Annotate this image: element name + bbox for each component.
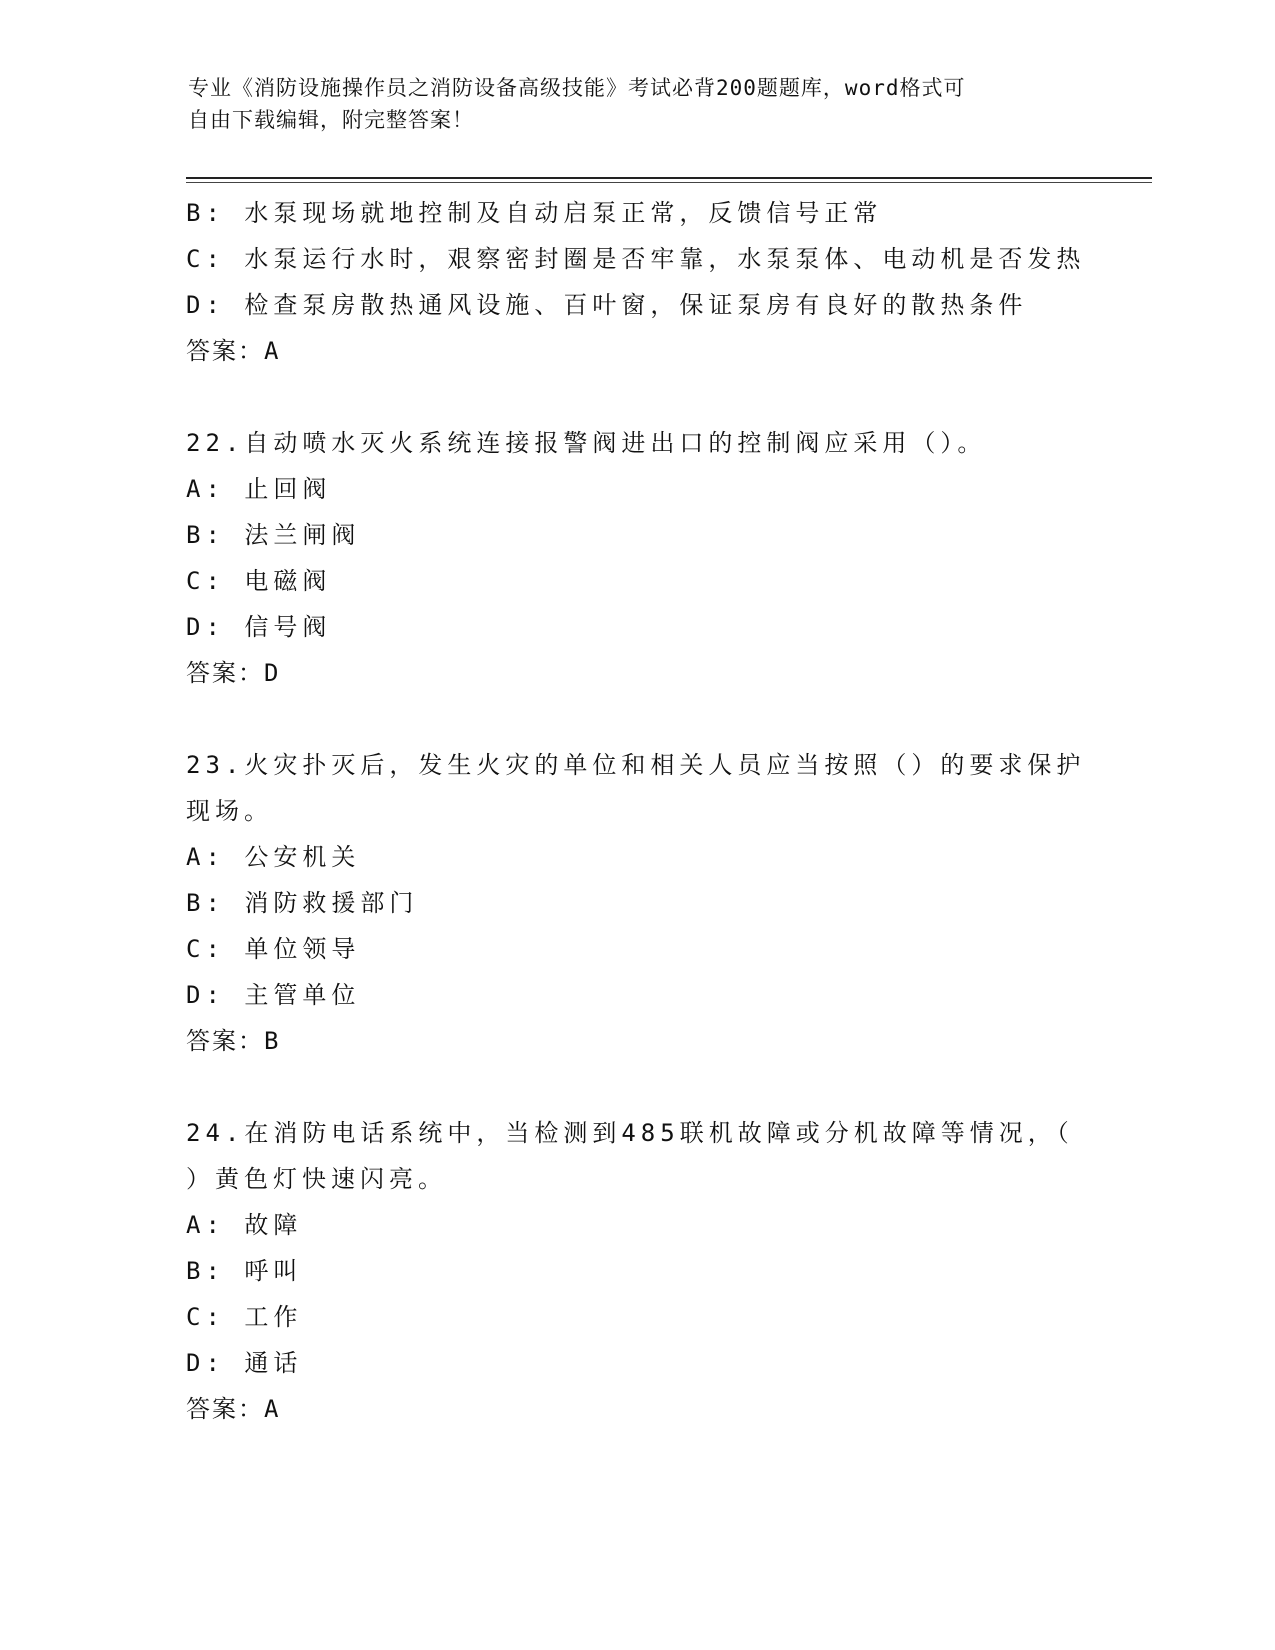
question-text: 24.在消防电话系统中，当检测到485联机故障或分机故障等情况，（ bbox=[186, 1119, 1074, 1147]
option-c: C: 单位领导 bbox=[186, 935, 361, 963]
option-c: C: 电磁阀 bbox=[186, 567, 332, 595]
option-c: C: 水泵运行水时，艰察密封圈是否牢靠，水泵泵体、电动机是否发热 bbox=[186, 245, 1086, 273]
option-c: C: 工作 bbox=[186, 1303, 303, 1331]
option-d: D: 检查泵房散热通风设施、百叶窗，保证泵房有良好的散热条件 bbox=[186, 291, 1028, 319]
header-divider-thick bbox=[186, 177, 1152, 179]
option-d: D: 主管单位 bbox=[186, 981, 361, 1009]
document-header bbox=[188, 72, 1068, 136]
question-22 bbox=[186, 420, 1086, 696]
question-text-continued: 现场。 bbox=[186, 797, 273, 825]
option-a: A: 公安机关 bbox=[186, 843, 361, 871]
question-text-continued: ）黄色灯快速闪亮。 bbox=[186, 1165, 447, 1193]
question-24 bbox=[186, 1110, 1086, 1432]
answer-line: 答案：A bbox=[186, 1395, 281, 1423]
header-line-1: 专业《消防设施操作员之消防设备高级技能》考试必背200题题库，word格式可 bbox=[188, 76, 966, 100]
question-list bbox=[186, 190, 1086, 1432]
previous-question-block bbox=[186, 190, 1086, 374]
option-b: B: 呼叫 bbox=[186, 1257, 303, 1285]
option-d: D: 信号阀 bbox=[186, 613, 332, 641]
header-divider-thin bbox=[186, 182, 1152, 183]
question-23 bbox=[186, 742, 1086, 1064]
header-line-2: 自由下载编辑，附完整答案！ bbox=[188, 108, 474, 132]
question-text: 22.自动喷水灭火系统连接报警阀进出口的控制阀应采用（）。 bbox=[186, 429, 987, 457]
option-b: B: 水泵现场就地控制及自动启泵正常，反馈信号正常 bbox=[186, 199, 883, 227]
option-a: A: 故障 bbox=[186, 1211, 303, 1239]
option-d: D: 通话 bbox=[186, 1349, 303, 1377]
answer-line: 答案：B bbox=[186, 1027, 281, 1055]
answer-line: 答案：A bbox=[186, 337, 281, 365]
answer-line: 答案：D bbox=[186, 659, 281, 687]
option-b: B: 消防救援部门 bbox=[186, 889, 419, 917]
option-b: B: 法兰闸阀 bbox=[186, 521, 361, 549]
option-a: A: 止回阀 bbox=[186, 475, 332, 503]
question-text: 23.火灾扑灭后，发生火灾的单位和相关人员应当按照（）的要求保护 bbox=[186, 751, 1086, 779]
